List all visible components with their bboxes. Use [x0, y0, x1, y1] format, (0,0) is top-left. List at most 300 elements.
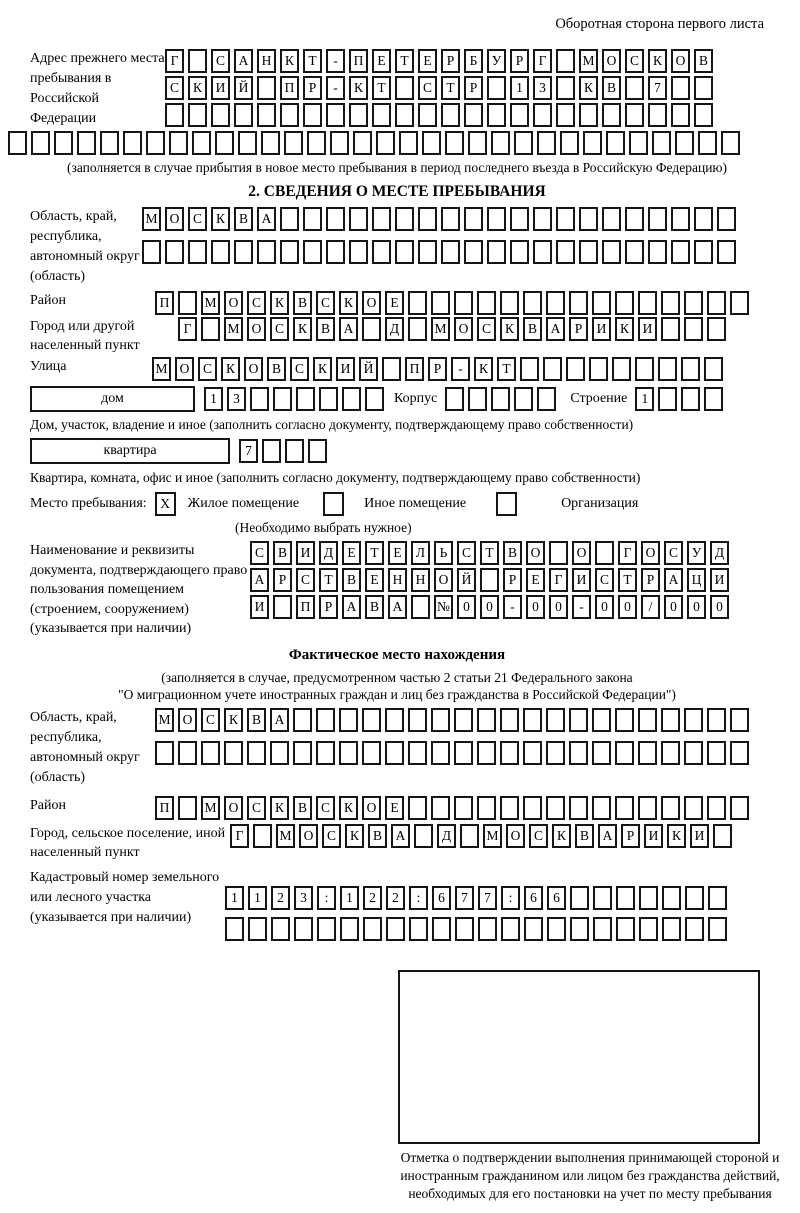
char-cell[interactable]: В — [365, 595, 384, 619]
char-cell[interactable]: М — [579, 49, 598, 73]
char-cell[interactable] — [454, 796, 473, 820]
char-cell[interactable] — [524, 917, 543, 941]
char-cell[interactable]: У — [487, 49, 506, 73]
char-cell[interactable] — [454, 741, 473, 765]
char-cell[interactable]: Р — [641, 568, 660, 592]
char-cell[interactable] — [510, 207, 529, 231]
char-cell[interactable]: 6 — [432, 886, 451, 910]
char-cell[interactable]: К — [293, 317, 312, 341]
char-cell[interactable] — [480, 568, 499, 592]
char-cell[interactable] — [395, 240, 414, 264]
char-cell[interactable] — [639, 917, 658, 941]
char-cell[interactable]: В — [293, 796, 312, 820]
char-cell[interactable]: Т — [395, 49, 414, 73]
char-cell[interactable]: 2 — [363, 886, 382, 910]
char-cell[interactable]: С — [529, 824, 548, 848]
char-cell[interactable] — [602, 240, 621, 264]
char-cell[interactable] — [708, 886, 727, 910]
char-cell[interactable] — [372, 240, 391, 264]
char-cell[interactable]: С — [165, 76, 184, 100]
char-cell[interactable] — [546, 741, 565, 765]
char-cell[interactable]: - — [572, 595, 591, 619]
char-cell[interactable]: С — [198, 357, 217, 381]
char-cell[interactable] — [661, 796, 680, 820]
char-cell[interactable] — [303, 103, 322, 127]
char-cell[interactable]: К — [313, 357, 332, 381]
char-cell[interactable] — [616, 917, 635, 941]
char-cell[interactable] — [192, 131, 211, 155]
char-cell[interactable]: 1 — [340, 886, 359, 910]
char-cell[interactable] — [707, 741, 726, 765]
char-cell[interactable] — [414, 824, 433, 848]
char-cell[interactable] — [431, 796, 450, 820]
char-cell[interactable]: Д — [710, 541, 729, 565]
char-cell[interactable] — [523, 741, 542, 765]
char-cell[interactable]: 0 — [549, 595, 568, 619]
char-cell[interactable] — [566, 357, 585, 381]
char-cell[interactable] — [661, 708, 680, 732]
char-cell[interactable] — [707, 291, 726, 315]
char-cell[interactable]: К — [224, 708, 243, 732]
char-cell[interactable] — [615, 796, 634, 820]
char-cell[interactable] — [284, 131, 303, 155]
char-cell[interactable] — [460, 824, 479, 848]
char-cell[interactable] — [408, 291, 427, 315]
char-cell[interactable] — [408, 796, 427, 820]
char-cell[interactable] — [671, 240, 690, 264]
char-cell[interactable] — [510, 103, 529, 127]
char-cell[interactable]: В — [293, 291, 312, 315]
char-cell[interactable]: Е — [526, 568, 545, 592]
char-cell[interactable]: Р — [428, 357, 447, 381]
char-cell[interactable] — [257, 103, 276, 127]
char-cell[interactable] — [178, 291, 197, 315]
char-cell[interactable]: К — [211, 207, 230, 231]
char-cell[interactable]: 6 — [547, 886, 566, 910]
char-cell[interactable]: О — [641, 541, 660, 565]
char-cell[interactable] — [717, 240, 736, 264]
char-cell[interactable]: О — [454, 317, 473, 341]
char-cell[interactable]: Н — [257, 49, 276, 73]
char-cell[interactable]: 2 — [271, 886, 290, 910]
char-cell[interactable]: М — [142, 207, 161, 231]
char-cell[interactable] — [648, 207, 667, 231]
char-cell[interactable]: О — [165, 207, 184, 231]
char-cell[interactable] — [684, 796, 703, 820]
char-cell[interactable]: М — [201, 796, 220, 820]
char-cell[interactable]: О — [247, 317, 266, 341]
char-cell[interactable]: А — [339, 317, 358, 341]
char-cell[interactable]: О — [362, 291, 381, 315]
char-cell[interactable] — [441, 240, 460, 264]
char-cell[interactable] — [395, 76, 414, 100]
char-cell[interactable] — [362, 708, 381, 732]
char-cell[interactable] — [595, 541, 614, 565]
char-cell[interactable]: О — [224, 796, 243, 820]
char-cell[interactable]: О — [572, 541, 591, 565]
char-cell[interactable]: 1 — [204, 387, 223, 411]
char-cell[interactable] — [224, 741, 243, 765]
char-cell[interactable] — [280, 103, 299, 127]
char-cell[interactable] — [100, 131, 119, 155]
char-cell[interactable]: К — [270, 291, 289, 315]
char-cell[interactable] — [234, 240, 253, 264]
char-cell[interactable] — [432, 917, 451, 941]
char-cell[interactable] — [546, 291, 565, 315]
char-cell[interactable]: 1 — [248, 886, 267, 910]
apartment-type-field[interactable]: квартира — [30, 438, 230, 464]
char-cell[interactable]: И — [690, 824, 709, 848]
char-cell[interactable]: К — [500, 317, 519, 341]
char-cell[interactable] — [188, 49, 207, 73]
char-cell[interactable]: 0 — [664, 595, 683, 619]
char-cell[interactable]: : — [317, 886, 336, 910]
char-cell[interactable]: Ь — [434, 541, 453, 565]
char-cell[interactable]: А — [257, 207, 276, 231]
char-cell[interactable] — [694, 240, 713, 264]
char-cell[interactable] — [385, 741, 404, 765]
char-cell[interactable] — [372, 103, 391, 127]
char-cell[interactable] — [684, 317, 703, 341]
char-cell[interactable] — [556, 103, 575, 127]
char-cell[interactable]: О — [224, 291, 243, 315]
char-cell[interactable] — [248, 917, 267, 941]
char-cell[interactable] — [570, 886, 589, 910]
char-cell[interactable] — [201, 741, 220, 765]
char-cell[interactable]: Г — [178, 317, 197, 341]
char-cell[interactable]: О — [671, 49, 690, 73]
char-cell[interactable]: М — [431, 317, 450, 341]
char-cell[interactable]: В — [273, 541, 292, 565]
char-cell[interactable] — [431, 291, 450, 315]
char-cell[interactable] — [662, 917, 681, 941]
char-cell[interactable]: К — [615, 317, 634, 341]
char-cell[interactable] — [639, 886, 658, 910]
char-cell[interactable]: П — [296, 595, 315, 619]
char-cell[interactable]: Е — [385, 796, 404, 820]
char-cell[interactable]: Т — [618, 568, 637, 592]
char-cell[interactable] — [273, 595, 292, 619]
char-cell[interactable] — [339, 741, 358, 765]
char-cell[interactable]: С — [316, 796, 335, 820]
char-cell[interactable]: Й — [457, 568, 476, 592]
char-cell[interactable]: И — [211, 76, 230, 100]
char-cell[interactable] — [294, 917, 313, 941]
char-cell[interactable]: К — [345, 824, 364, 848]
char-cell[interactable]: К — [552, 824, 571, 848]
char-cell[interactable] — [262, 439, 281, 463]
char-cell[interactable] — [257, 76, 276, 100]
char-cell[interactable]: Д — [385, 317, 404, 341]
char-cell[interactable] — [569, 741, 588, 765]
char-cell[interactable] — [520, 357, 539, 381]
char-cell[interactable] — [376, 131, 395, 155]
char-cell[interactable] — [211, 240, 230, 264]
char-cell[interactable]: Р — [464, 76, 483, 100]
char-cell[interactable]: Т — [441, 76, 460, 100]
char-cell[interactable] — [569, 291, 588, 315]
char-cell[interactable] — [487, 76, 506, 100]
char-cell[interactable]: А — [391, 824, 410, 848]
char-cell[interactable] — [537, 387, 556, 411]
char-cell[interactable] — [593, 886, 612, 910]
char-cell[interactable] — [661, 317, 680, 341]
char-cell[interactable]: 1 — [510, 76, 529, 100]
char-cell[interactable]: С — [664, 541, 683, 565]
char-cell[interactable]: 7 — [455, 886, 474, 910]
char-cell[interactable] — [169, 131, 188, 155]
char-cell[interactable]: В — [234, 207, 253, 231]
char-cell[interactable] — [477, 741, 496, 765]
char-cell[interactable]: С — [595, 568, 614, 592]
char-cell[interactable]: К — [474, 357, 493, 381]
char-cell[interactable] — [616, 886, 635, 910]
char-cell[interactable]: С — [247, 796, 266, 820]
char-cell[interactable] — [178, 796, 197, 820]
char-cell[interactable]: И — [336, 357, 355, 381]
char-cell[interactable] — [422, 131, 441, 155]
char-cell[interactable] — [602, 207, 621, 231]
char-cell[interactable]: С — [247, 291, 266, 315]
char-cell[interactable]: С — [211, 49, 230, 73]
char-cell[interactable] — [707, 317, 726, 341]
char-cell[interactable]: В — [267, 357, 286, 381]
char-cell[interactable] — [501, 917, 520, 941]
char-cell[interactable] — [431, 708, 450, 732]
char-cell[interactable] — [694, 76, 713, 100]
char-cell[interactable] — [615, 708, 634, 732]
char-cell[interactable]: 3 — [294, 886, 313, 910]
char-cell[interactable] — [543, 357, 562, 381]
char-cell[interactable] — [514, 387, 533, 411]
char-cell[interactable]: М — [152, 357, 171, 381]
char-cell[interactable]: 7 — [478, 886, 497, 910]
char-cell[interactable] — [418, 103, 437, 127]
char-cell[interactable] — [500, 741, 519, 765]
char-cell[interactable] — [533, 103, 552, 127]
char-cell[interactable] — [188, 103, 207, 127]
char-cell[interactable]: К — [339, 291, 358, 315]
char-cell[interactable]: Н — [388, 568, 407, 592]
char-cell[interactable] — [308, 439, 327, 463]
char-cell[interactable]: Г — [618, 541, 637, 565]
char-cell[interactable] — [569, 796, 588, 820]
char-cell[interactable] — [477, 708, 496, 732]
char-cell[interactable] — [8, 131, 27, 155]
char-cell[interactable] — [707, 708, 726, 732]
char-cell[interactable]: К — [579, 76, 598, 100]
char-cell[interactable] — [681, 357, 700, 381]
char-cell[interactable]: А — [234, 49, 253, 73]
char-cell[interactable]: М — [224, 317, 243, 341]
char-cell[interactable]: У — [687, 541, 706, 565]
char-cell[interactable] — [546, 708, 565, 732]
char-cell[interactable] — [326, 207, 345, 231]
char-cell[interactable] — [317, 917, 336, 941]
char-cell[interactable] — [326, 240, 345, 264]
char-cell[interactable]: Р — [303, 76, 322, 100]
char-cell[interactable] — [395, 103, 414, 127]
char-cell[interactable] — [730, 796, 749, 820]
char-cell[interactable] — [349, 207, 368, 231]
char-cell[interactable] — [165, 103, 184, 127]
char-cell[interactable] — [648, 103, 667, 127]
char-cell[interactable] — [707, 796, 726, 820]
char-cell[interactable]: Б — [464, 49, 483, 73]
char-cell[interactable] — [615, 291, 634, 315]
char-cell[interactable]: С — [290, 357, 309, 381]
char-cell[interactable] — [409, 917, 428, 941]
char-cell[interactable]: Г — [165, 49, 184, 73]
char-cell[interactable] — [523, 291, 542, 315]
char-cell[interactable] — [464, 103, 483, 127]
char-cell[interactable]: А — [342, 595, 361, 619]
char-cell[interactable]: - — [503, 595, 522, 619]
char-cell[interactable] — [342, 387, 361, 411]
char-cell[interactable] — [293, 708, 312, 732]
char-cell[interactable] — [602, 103, 621, 127]
char-cell[interactable] — [629, 131, 648, 155]
char-cell[interactable]: К — [270, 796, 289, 820]
char-cell[interactable] — [658, 387, 677, 411]
char-cell[interactable]: 2 — [386, 886, 405, 910]
char-cell[interactable]: И — [592, 317, 611, 341]
char-cell[interactable] — [247, 741, 266, 765]
char-cell[interactable] — [671, 76, 690, 100]
char-cell[interactable]: В — [602, 76, 621, 100]
char-cell[interactable] — [468, 131, 487, 155]
char-cell[interactable]: И — [296, 541, 315, 565]
char-cell[interactable]: / — [641, 595, 660, 619]
char-cell[interactable]: Н — [411, 568, 430, 592]
char-cell[interactable]: - — [326, 49, 345, 73]
char-cell[interactable]: Р — [569, 317, 588, 341]
char-cell[interactable]: Й — [359, 357, 378, 381]
checkbox-organization[interactable] — [496, 492, 517, 516]
char-cell[interactable] — [487, 240, 506, 264]
char-cell[interactable]: С — [418, 76, 437, 100]
char-cell[interactable] — [54, 131, 73, 155]
char-cell[interactable] — [468, 387, 487, 411]
char-cell[interactable] — [201, 317, 220, 341]
char-cell[interactable]: Е — [418, 49, 437, 73]
char-cell[interactable]: В — [342, 568, 361, 592]
char-cell[interactable]: Т — [497, 357, 516, 381]
char-cell[interactable]: С — [625, 49, 644, 73]
char-cell[interactable] — [349, 240, 368, 264]
char-cell[interactable]: А — [388, 595, 407, 619]
char-cell[interactable] — [638, 796, 657, 820]
char-cell[interactable]: Г — [230, 824, 249, 848]
char-cell[interactable]: - — [451, 357, 470, 381]
char-cell[interactable]: С — [322, 824, 341, 848]
char-cell[interactable]: О — [506, 824, 525, 848]
char-cell[interactable]: С — [457, 541, 476, 565]
char-cell[interactable]: А — [270, 708, 289, 732]
char-cell[interactable]: Т — [319, 568, 338, 592]
char-cell[interactable] — [349, 103, 368, 127]
char-cell[interactable] — [694, 103, 713, 127]
char-cell[interactable] — [579, 240, 598, 264]
char-cell[interactable] — [638, 291, 657, 315]
char-cell[interactable]: М — [155, 708, 174, 732]
char-cell[interactable]: 0 — [618, 595, 637, 619]
char-cell[interactable]: Р — [510, 49, 529, 73]
char-cell[interactable] — [250, 387, 269, 411]
char-cell[interactable]: 1 — [635, 387, 654, 411]
char-cell[interactable]: К — [221, 357, 240, 381]
char-cell[interactable]: 0 — [687, 595, 706, 619]
char-cell[interactable]: Р — [319, 595, 338, 619]
char-cell[interactable]: П — [155, 291, 174, 315]
char-cell[interactable]: Р — [621, 824, 640, 848]
char-cell[interactable] — [684, 291, 703, 315]
char-cell[interactable] — [638, 708, 657, 732]
char-cell[interactable] — [675, 131, 694, 155]
char-cell[interactable] — [285, 439, 304, 463]
char-cell[interactable] — [570, 917, 589, 941]
char-cell[interactable] — [625, 76, 644, 100]
char-cell[interactable]: Т — [372, 76, 391, 100]
char-cell[interactable]: : — [409, 886, 428, 910]
char-cell[interactable] — [583, 131, 602, 155]
char-cell[interactable]: Е — [342, 541, 361, 565]
char-cell[interactable] — [592, 796, 611, 820]
char-cell[interactable]: О — [178, 708, 197, 732]
char-cell[interactable] — [625, 240, 644, 264]
char-cell[interactable]: С — [270, 317, 289, 341]
char-cell[interactable] — [491, 131, 510, 155]
char-cell[interactable]: В — [575, 824, 594, 848]
char-cell[interactable] — [671, 207, 690, 231]
char-cell[interactable] — [330, 131, 349, 155]
char-cell[interactable]: В — [523, 317, 542, 341]
char-cell[interactable] — [730, 708, 749, 732]
char-cell[interactable] — [704, 357, 723, 381]
char-cell[interactable] — [694, 207, 713, 231]
char-cell[interactable] — [569, 708, 588, 732]
char-cell[interactable] — [408, 317, 427, 341]
char-cell[interactable] — [155, 741, 174, 765]
char-cell[interactable]: С — [201, 708, 220, 732]
char-cell[interactable] — [363, 917, 382, 941]
char-cell[interactable]: А — [250, 568, 269, 592]
char-cell[interactable] — [638, 741, 657, 765]
char-cell[interactable] — [399, 131, 418, 155]
char-cell[interactable] — [303, 207, 322, 231]
char-cell[interactable] — [441, 103, 460, 127]
char-cell[interactable] — [280, 240, 299, 264]
char-cell[interactable]: И — [572, 568, 591, 592]
char-cell[interactable]: К — [280, 49, 299, 73]
char-cell[interactable] — [681, 387, 700, 411]
char-cell[interactable]: К — [349, 76, 368, 100]
char-cell[interactable] — [431, 741, 450, 765]
char-cell[interactable] — [523, 796, 542, 820]
char-cell[interactable] — [721, 131, 740, 155]
char-cell[interactable] — [560, 131, 579, 155]
char-cell[interactable] — [257, 240, 276, 264]
char-cell[interactable]: Г — [533, 49, 552, 73]
char-cell[interactable]: 6 — [524, 886, 543, 910]
char-cell[interactable] — [625, 103, 644, 127]
char-cell[interactable] — [556, 76, 575, 100]
char-cell[interactable]: 0 — [526, 595, 545, 619]
char-cell[interactable]: 7 — [648, 76, 667, 100]
char-cell[interactable]: Й — [234, 76, 253, 100]
char-cell[interactable]: Р — [441, 49, 460, 73]
char-cell[interactable] — [77, 131, 96, 155]
